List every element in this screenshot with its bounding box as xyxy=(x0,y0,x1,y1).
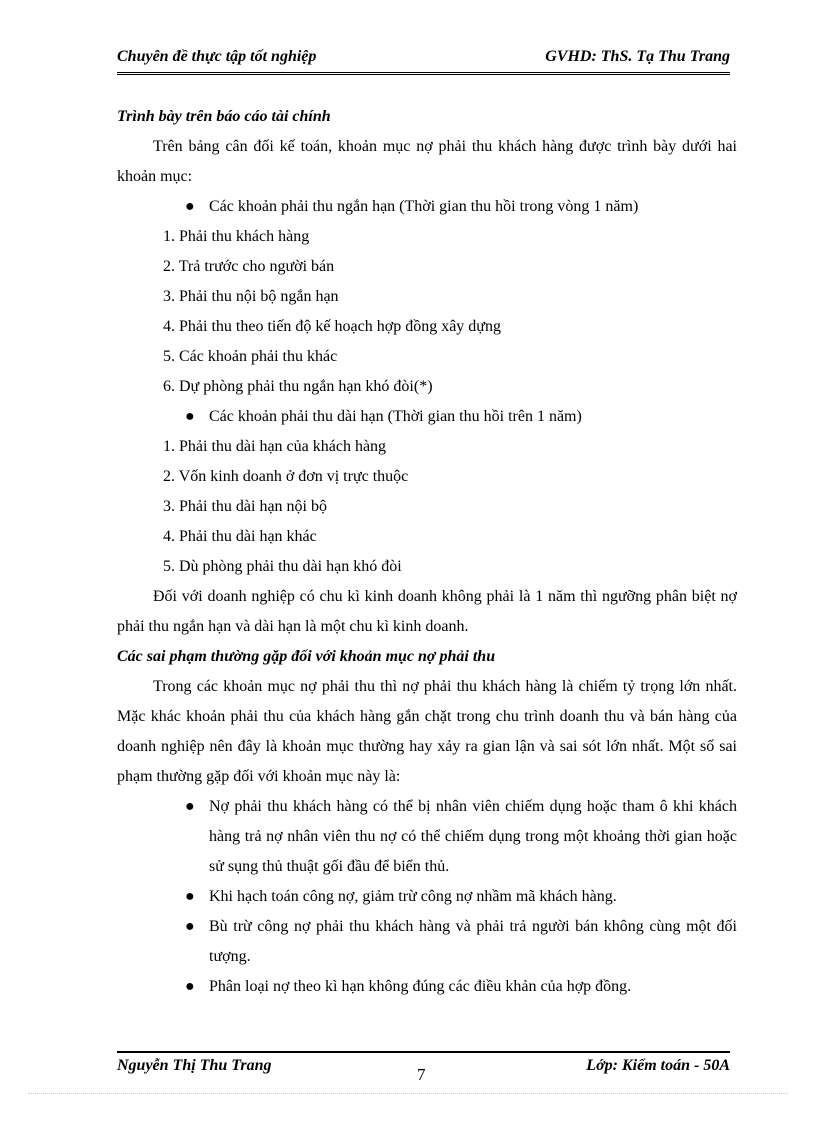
bullet-icon: ● xyxy=(185,888,195,905)
paragraph: Trên bảng cân đối kế toán, khoản mục nợ phải thu khách hàng được trình bày dưới hai khoản mục: xyxy=(117,138,737,185)
page-footer xyxy=(117,1051,730,1084)
list-item: ● Khi hạch toán công nợ, giảm trừ công nợ nhầm mã khách hàng. xyxy=(117,882,737,912)
list-item: 6. Dự phòng phải thu ngắn hạn khó đòi(*) xyxy=(163,378,433,395)
header-title: Chuyên đề thực tập tốt nghiệp xyxy=(117,48,317,65)
list-item: ● Bù trừ công nợ phải thu khách hàng và phải trả người bán không cùng một đối tượng. xyxy=(117,912,737,972)
paragraph: Đối với doanh nghiệp có chu kì kinh doanh không phải là 1 năm thì ngưỡng phân biệt nợ phải thu ngắn hạn và dài hạn là một chu kì kinh doanh. xyxy=(117,588,737,635)
paragraph: Trong các khoản mục nợ phải thu thì nợ phải thu khách hàng là chiếm tỷ trọng lớn nhất. Mặc khác khoản phải thu của khách hàng gắn chặt trong chu trình doanh thu và bán hàng của doanh nghiệp nên đây là khoản mục thường hay xảy ra gian lận và sai sót lớn nhất. Một số sai phạm thường gặp đối với khoản mục này là: xyxy=(117,678,737,785)
footer-author: Nguyễn Thị Thu Trang xyxy=(117,1057,272,1074)
section-heading: Các sai phạm thường gặp đối với khoản mục nợ phải thu xyxy=(117,648,496,665)
list-item: 3. Phải thu dài hạn nội bộ xyxy=(163,498,327,515)
bullet-icon: ● xyxy=(185,978,195,995)
bullet-icon: ● xyxy=(185,798,195,815)
list-item: 2. Trả trước cho người bán xyxy=(163,258,335,275)
page-header xyxy=(117,46,730,75)
list-item: ● Nợ phải thu khách hàng có thể bị nhân viên chiếm dụng hoặc tham ô khi khách hàng trả nợ nhân viên thu nợ có thể chiếm dụng trong một khoảng thời gian hoặc sử sụng thủ thuật gối đầu để biển thủ. xyxy=(117,792,737,882)
bullet-icon: ● xyxy=(185,918,195,935)
list-item: 5. Các khoản phải thu khác xyxy=(163,348,338,365)
section-heading: Trình bày trên báo cáo tài chính xyxy=(117,108,331,125)
list-item: 1. Phải thu khách hàng xyxy=(163,228,310,245)
document-body xyxy=(117,102,737,1002)
list-item: 2. Vốn kinh doanh ở đơn vị trực thuộc xyxy=(163,468,409,485)
list-item: 4. Phải thu dài hạn khác xyxy=(163,528,317,545)
list-item: ● Các khoản phải thu dài hạn (Thời gian thu hồi trên 1 năm) xyxy=(117,402,737,432)
footer-class: Lớp: Kiểm toán - 50A xyxy=(586,1057,730,1074)
page-number: 7 xyxy=(417,1065,426,1084)
header-supervisor: GVHD: ThS. Tạ Thu Trang xyxy=(545,48,730,65)
list-item: ● Phân loại nợ theo kì hạn không đúng các điều khản của hợp đồng. xyxy=(117,972,737,1002)
bullet-icon: ● xyxy=(185,408,195,425)
list-item: 4. Phải thu theo tiến độ kế hoạch hợp đồng xây dựng xyxy=(163,318,501,335)
page-edge-divider xyxy=(28,1093,788,1094)
bullet-icon: ● xyxy=(185,198,195,215)
list-item: 1. Phải thu dài hạn của khách hàng xyxy=(163,438,387,455)
list-item: 5. Dù phòng phải thu dài hạn khó đòi xyxy=(163,558,402,575)
list-item: ● Các khoản phải thu ngắn hạn (Thời gian thu hồi trong vòng 1 năm) xyxy=(117,192,737,222)
list-item: 3. Phải thu nội bộ ngắn hạn xyxy=(163,288,339,305)
